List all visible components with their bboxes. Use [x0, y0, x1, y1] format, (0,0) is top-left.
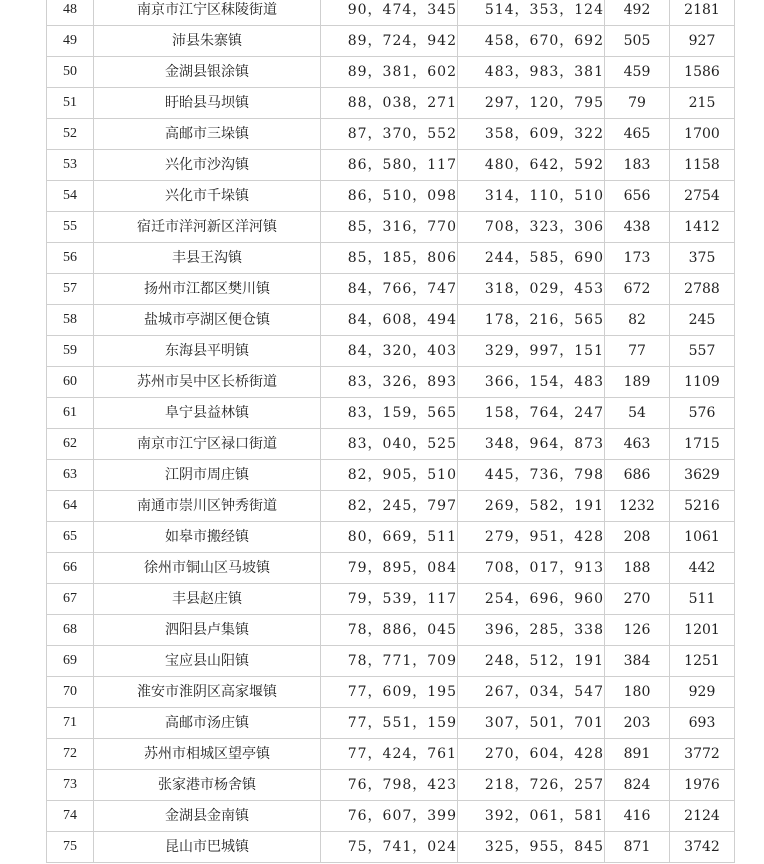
town-name-cell: 金湖县金南镇	[94, 801, 321, 832]
town-name-cell: 盱眙县马坝镇	[94, 88, 321, 119]
value-d-cell: 1061	[670, 522, 735, 553]
town-name-cell: 东海县平明镇	[94, 336, 321, 367]
value-b-cell: 325，955，845	[458, 832, 605, 863]
value-d-cell: 1201	[670, 615, 735, 646]
table-row	[47, 0, 735, 26]
value-b-cell: 244，585，690	[458, 243, 605, 274]
table-row	[47, 460, 735, 491]
value-a-cell: 86，510，098	[321, 181, 458, 212]
value-b-cell: 158，764，247	[458, 398, 605, 429]
ranking-table-body	[47, 0, 735, 863]
value-a-cell: 76，607，399	[321, 801, 458, 832]
rank-cell: 53	[47, 150, 94, 181]
value-c-cell: 208	[605, 522, 670, 553]
table-row	[47, 770, 735, 801]
value-b-cell: 480，642，592	[458, 150, 605, 181]
value-c-cell: 180	[605, 677, 670, 708]
value-c-cell: 82	[605, 305, 670, 336]
value-d-cell: 2181	[670, 0, 735, 26]
value-a-cell: 76，798，423	[321, 770, 458, 801]
value-b-cell: 318，029，453	[458, 274, 605, 305]
table-row	[47, 801, 735, 832]
value-d-cell: 442	[670, 553, 735, 584]
value-d-cell: 375	[670, 243, 735, 274]
table-row	[47, 615, 735, 646]
town-name-cell: 兴化市千垛镇	[94, 181, 321, 212]
town-name-cell: 丰县王沟镇	[94, 243, 321, 274]
table-row	[47, 119, 735, 150]
value-d-cell: 929	[670, 677, 735, 708]
table-row	[47, 181, 735, 212]
value-d-cell: 3772	[670, 739, 735, 770]
table-row	[47, 150, 735, 181]
value-a-cell: 89，724，942	[321, 26, 458, 57]
value-b-cell: 708，323，306	[458, 212, 605, 243]
value-b-cell: 218，726，257	[458, 770, 605, 801]
value-a-cell: 83，326，893	[321, 367, 458, 398]
town-name-cell: 沛县朱寨镇	[94, 26, 321, 57]
value-a-cell: 77，609，195	[321, 677, 458, 708]
table-row	[47, 584, 735, 615]
value-c-cell: 77	[605, 336, 670, 367]
town-name-cell: 宝应县山阳镇	[94, 646, 321, 677]
town-name-cell: 苏州市吴中区长桥街道	[94, 367, 321, 398]
value-b-cell: 279，951，428	[458, 522, 605, 553]
value-a-cell: 84，608，494	[321, 305, 458, 336]
table-row	[47, 88, 735, 119]
rank-cell: 64	[47, 491, 94, 522]
value-b-cell: 392，061，581	[458, 801, 605, 832]
rank-cell: 68	[47, 615, 94, 646]
rank-cell: 71	[47, 708, 94, 739]
value-b-cell: 297，120，795	[458, 88, 605, 119]
value-c-cell: 203	[605, 708, 670, 739]
rank-cell: 74	[47, 801, 94, 832]
value-d-cell: 1700	[670, 119, 735, 150]
table-row	[47, 553, 735, 584]
value-c-cell: 1232	[605, 491, 670, 522]
value-c-cell: 672	[605, 274, 670, 305]
table-row	[47, 398, 735, 429]
value-d-cell: 557	[670, 336, 735, 367]
value-b-cell: 254，696，960	[458, 584, 605, 615]
value-b-cell: 445，736，798	[458, 460, 605, 491]
table-row	[47, 429, 735, 460]
rank-cell: 69	[47, 646, 94, 677]
rank-cell: 56	[47, 243, 94, 274]
town-name-cell: 南通市崇川区钟秀街道	[94, 491, 321, 522]
value-b-cell: 307，501，701	[458, 708, 605, 739]
rank-cell: 65	[47, 522, 94, 553]
table-row	[47, 491, 735, 522]
value-a-cell: 79，539，117	[321, 584, 458, 615]
value-b-cell: 514，353，124	[458, 0, 605, 26]
rank-cell: 48	[47, 0, 94, 26]
value-d-cell: 1251	[670, 646, 735, 677]
town-name-cell: 丰县赵庄镇	[94, 584, 321, 615]
value-b-cell: 270，604，428	[458, 739, 605, 770]
town-name-cell: 金湖县银涂镇	[94, 57, 321, 88]
town-name-cell: 徐州市铜山区马坡镇	[94, 553, 321, 584]
table-row	[47, 677, 735, 708]
value-a-cell: 90，474，345	[321, 0, 458, 26]
value-c-cell: 416	[605, 801, 670, 832]
town-name-cell: 如皋市搬经镇	[94, 522, 321, 553]
rank-cell: 59	[47, 336, 94, 367]
rank-cell: 54	[47, 181, 94, 212]
value-a-cell: 77，424，761	[321, 739, 458, 770]
value-c-cell: 126	[605, 615, 670, 646]
table-row	[47, 243, 735, 274]
town-name-cell: 泗阳县卢集镇	[94, 615, 321, 646]
rank-cell: 63	[47, 460, 94, 491]
value-d-cell: 1412	[670, 212, 735, 243]
value-d-cell: 1586	[670, 57, 735, 88]
value-c-cell: 189	[605, 367, 670, 398]
value-c-cell: 188	[605, 553, 670, 584]
town-name-cell: 南京市江宁区秣陵街道	[94, 0, 321, 26]
table-row	[47, 522, 735, 553]
value-d-cell: 576	[670, 398, 735, 429]
value-b-cell: 396，285，338	[458, 615, 605, 646]
value-b-cell: 358，609，322	[458, 119, 605, 150]
value-b-cell: 178，216，565	[458, 305, 605, 336]
value-b-cell: 248，512，191	[458, 646, 605, 677]
value-a-cell: 85，316，770	[321, 212, 458, 243]
value-c-cell: 384	[605, 646, 670, 677]
rank-cell: 66	[47, 553, 94, 584]
value-a-cell: 79，895，084	[321, 553, 458, 584]
value-b-cell: 267，034，547	[458, 677, 605, 708]
value-a-cell: 77，551，159	[321, 708, 458, 739]
value-b-cell: 708，017，913	[458, 553, 605, 584]
value-c-cell: 465	[605, 119, 670, 150]
town-name-cell: 江阴市周庄镇	[94, 460, 321, 491]
value-d-cell: 3742	[670, 832, 735, 863]
town-name-cell: 兴化市沙沟镇	[94, 150, 321, 181]
value-a-cell: 80，669，511	[321, 522, 458, 553]
value-d-cell: 1715	[670, 429, 735, 460]
value-a-cell: 83，159，565	[321, 398, 458, 429]
table-row	[47, 57, 735, 88]
rank-cell: 51	[47, 88, 94, 119]
value-a-cell: 87，370，552	[321, 119, 458, 150]
value-c-cell: 492	[605, 0, 670, 26]
rank-cell: 67	[47, 584, 94, 615]
value-b-cell: 366，154，483	[458, 367, 605, 398]
value-c-cell: 270	[605, 584, 670, 615]
value-a-cell: 78，886，045	[321, 615, 458, 646]
value-d-cell: 2124	[670, 801, 735, 832]
town-name-cell: 高邮市汤庄镇	[94, 708, 321, 739]
value-c-cell: 463	[605, 429, 670, 460]
table-row	[47, 646, 735, 677]
rank-cell: 50	[47, 57, 94, 88]
value-c-cell: 79	[605, 88, 670, 119]
value-a-cell: 82，905，510	[321, 460, 458, 491]
table-row	[47, 305, 735, 336]
value-c-cell: 505	[605, 26, 670, 57]
value-d-cell: 3629	[670, 460, 735, 491]
value-a-cell: 84，320，403	[321, 336, 458, 367]
table-row	[47, 367, 735, 398]
rank-cell: 52	[47, 119, 94, 150]
value-a-cell: 83，040，525	[321, 429, 458, 460]
rank-cell: 61	[47, 398, 94, 429]
value-b-cell: 314，110，510	[458, 181, 605, 212]
value-d-cell: 1109	[670, 367, 735, 398]
value-b-cell: 458，670，692	[458, 26, 605, 57]
town-name-cell: 昆山市巴城镇	[94, 832, 321, 863]
value-c-cell: 871	[605, 832, 670, 863]
rank-cell: 62	[47, 429, 94, 460]
value-d-cell: 927	[670, 26, 735, 57]
table-row	[47, 739, 735, 770]
value-d-cell: 215	[670, 88, 735, 119]
town-name-cell: 淮安市淮阴区高家堰镇	[94, 677, 321, 708]
value-c-cell: 438	[605, 212, 670, 243]
table-row	[47, 26, 735, 57]
town-name-cell: 南京市江宁区禄口街道	[94, 429, 321, 460]
value-b-cell: 269，582，191	[458, 491, 605, 522]
town-name-cell: 宿迁市洋河新区洋河镇	[94, 212, 321, 243]
town-name-cell: 盐城市亭湖区便仓镇	[94, 305, 321, 336]
rank-cell: 58	[47, 305, 94, 336]
rank-cell: 57	[47, 274, 94, 305]
value-d-cell: 245	[670, 305, 735, 336]
value-c-cell: 459	[605, 57, 670, 88]
rank-cell: 60	[47, 367, 94, 398]
town-name-cell: 高邮市三垛镇	[94, 119, 321, 150]
value-d-cell: 1976	[670, 770, 735, 801]
value-c-cell: 54	[605, 398, 670, 429]
town-name-cell: 苏州市相城区望亭镇	[94, 739, 321, 770]
table-row	[47, 212, 735, 243]
value-c-cell: 656	[605, 181, 670, 212]
value-d-cell: 2754	[670, 181, 735, 212]
value-b-cell: 329，997，151	[458, 336, 605, 367]
town-name-cell: 阜宁县益林镇	[94, 398, 321, 429]
value-d-cell: 693	[670, 708, 735, 739]
value-d-cell: 1158	[670, 150, 735, 181]
rank-cell: 70	[47, 677, 94, 708]
value-a-cell: 84，766，747	[321, 274, 458, 305]
value-c-cell: 686	[605, 460, 670, 491]
value-a-cell: 78，771，709	[321, 646, 458, 677]
value-b-cell: 348，964，873	[458, 429, 605, 460]
value-a-cell: 85，185，806	[321, 243, 458, 274]
table-row	[47, 336, 735, 367]
value-c-cell: 183	[605, 150, 670, 181]
town-name-cell: 扬州市江都区樊川镇	[94, 274, 321, 305]
value-a-cell: 82，245，797	[321, 491, 458, 522]
rank-cell: 55	[47, 212, 94, 243]
ranking-table	[46, 0, 735, 863]
value-d-cell: 2788	[670, 274, 735, 305]
value-a-cell: 75，741，024	[321, 832, 458, 863]
table-row	[47, 832, 735, 863]
value-c-cell: 891	[605, 739, 670, 770]
table-row	[47, 708, 735, 739]
table-row	[47, 274, 735, 305]
rank-cell: 73	[47, 770, 94, 801]
value-c-cell: 824	[605, 770, 670, 801]
rank-cell: 75	[47, 832, 94, 863]
value-d-cell: 5216	[670, 491, 735, 522]
value-b-cell: 483，983，381	[458, 57, 605, 88]
value-a-cell: 88，038，271	[321, 88, 458, 119]
value-a-cell: 86，580，117	[321, 150, 458, 181]
value-a-cell: 89，381，602	[321, 57, 458, 88]
value-d-cell: 511	[670, 584, 735, 615]
town-name-cell: 张家港市杨舍镇	[94, 770, 321, 801]
rank-cell: 49	[47, 26, 94, 57]
value-c-cell: 173	[605, 243, 670, 274]
rank-cell: 72	[47, 739, 94, 770]
